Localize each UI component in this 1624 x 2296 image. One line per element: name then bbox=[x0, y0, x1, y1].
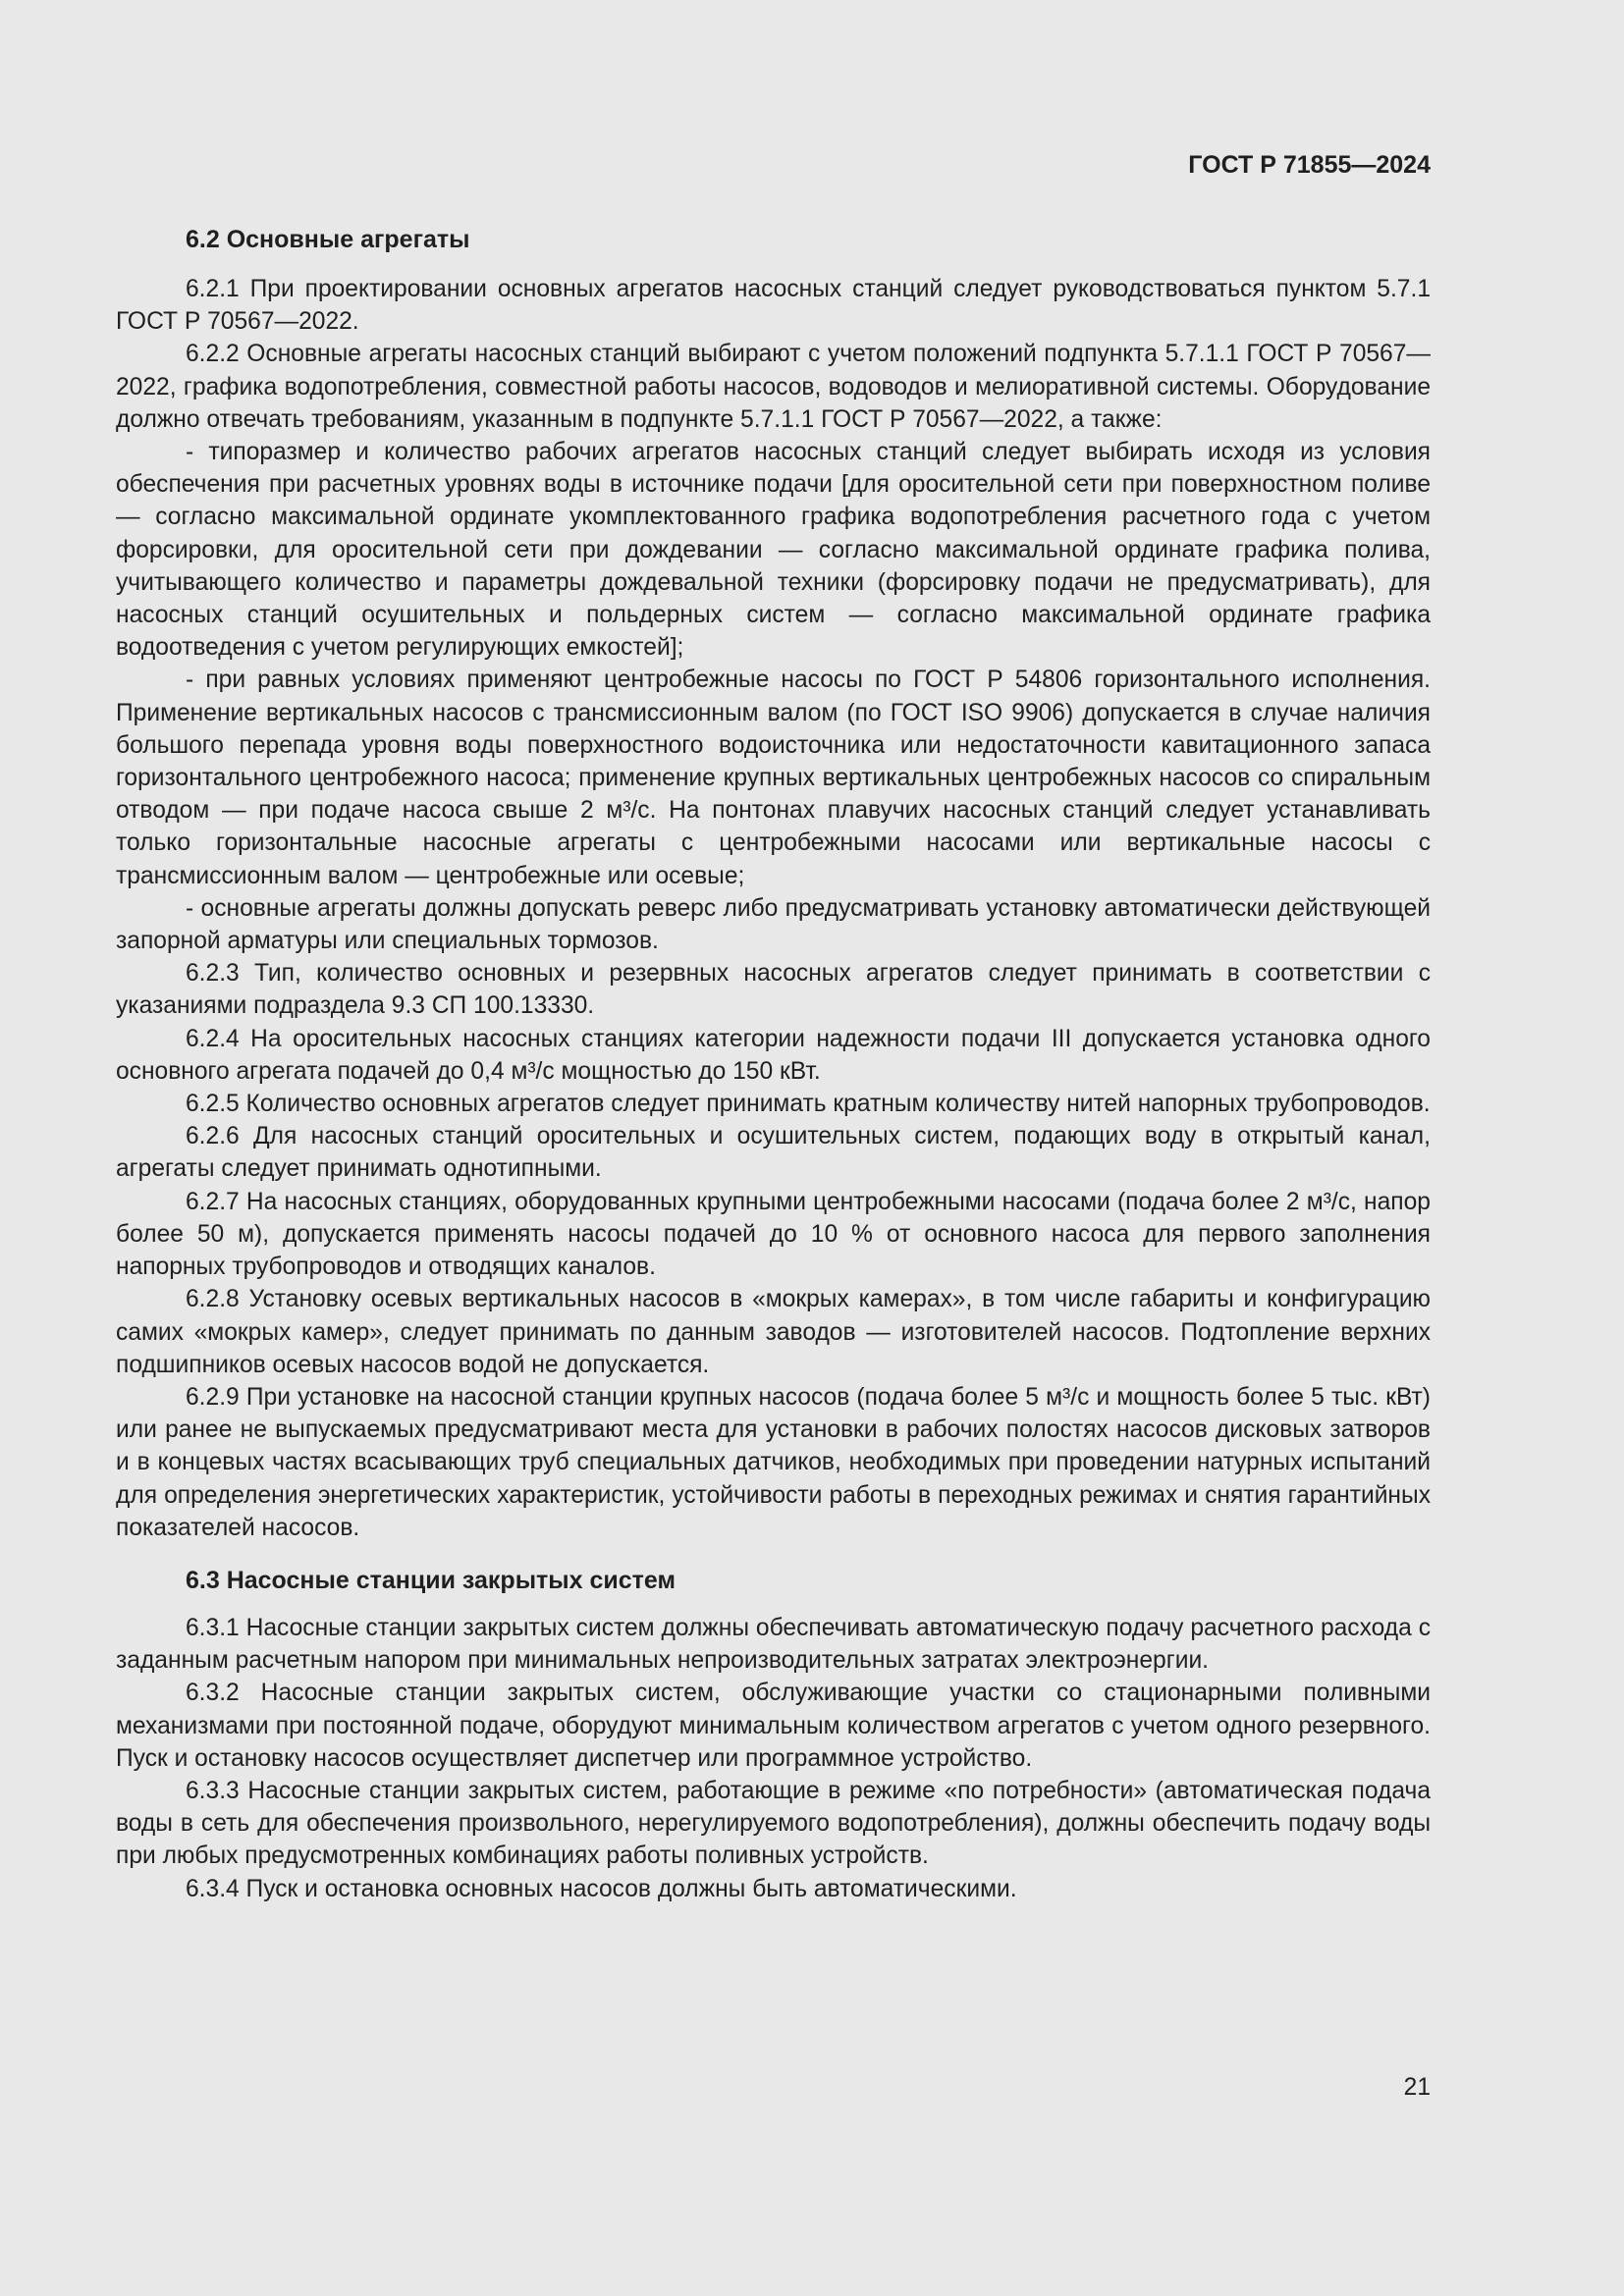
list-item-reverse: - основные агрегаты должны допускать реверс либо предусматривать установку автоматически действующей запорной арматуры или специальных тормозов. bbox=[116, 892, 1431, 957]
paragraph-6-3-1: 6.3.1 Насосные станции закрытых систем должны обеспечивать автоматическую подачу расчетного расхода с заданным расчетным напором при минимальных непроизводительных затратах электроэнергии. bbox=[116, 1614, 1431, 1675]
paragraph-6-2-9: 6.2.9 При установке на насосной станции крупных насосов (подача более 5 м³/с и мощность более 5 тыс. кВт) или ранее не выпускаемых предусматривают места для установки в рабочих полостях насосов дисковых затворов и в концевых частях всасывающих труб специальных датчиков, необходимых при проведении натурных испытаний для определения энергетических характеристик, устойчивости работы в переходных режимах и снятия гарантийных показателей насосов. bbox=[116, 1383, 1431, 1541]
section-heading-6-2: 6.2 Основные агрегаты bbox=[186, 226, 470, 253]
paragraph-6-3-4: 6.3.4 Пуск и остановка основных насосов должны быть автоматическими. bbox=[186, 1875, 1017, 1902]
document-code-header: ГОСТ Р 71855—2024 bbox=[1188, 151, 1431, 179]
paragraph-6-2-1: 6.2.1 При проектировании основных агрегатов насосных станций следует руководствоваться пунктом 5.7.1 ГОСТ Р 70567—2022. bbox=[116, 276, 1431, 336]
list-item-centrifugal-pumps: - при равных условиях применяют центробежные насосы по ГОСТ Р 54806 горизонтального исполнения. Применение вертикальных насосов с трансмиссионным валом (по ГОСТ ISO 9906) допускается в случае наличия большого перепада уровня воды поверхностного водоисточника или недостаточности кавитационного запаса горизонтального центробежного насоса; применение крупных вертикальных центробежных насосов со спиральным отводом — при подаче насоса свыше 2 м³/с. На понтонах плавучих насосных станций следует устанавливать только горизонтальные насосные агрегаты с центробежными насосами или вертикальные насосы с трансмиссионным валом — центробежные или осевые; bbox=[116, 664, 1431, 891]
paragraph-6-3-3: 6.3.3 Насосные станции закрытых систем, работающие в режиме «по потребности» (автоматическая подача воды в сеть для обеспечения произвольного, нерегулируемого водопотребления), должны обеспечить подачу воды при любых предусмотренных комбинациях работы поливных устройств. bbox=[116, 1777, 1431, 1870]
paragraph-6-2-6: 6.2.6 Для насосных станций оросительных и осушительных систем, подающих воду в открытый канал, агрегаты следует принимать однотипными. bbox=[116, 1123, 1431, 1183]
paragraph-6-2-4: 6.2.4 На оросительных насосных станциях категории надежности подачи III допускается установка одного основного агрегата подачей до 0,4 м³/с мощностью до 150 кВт. bbox=[116, 1025, 1431, 1085]
paragraph-6-3-2: 6.3.2 Насосные станции закрытых систем, обслуживающие участки со стационарными поливными механизмами при постоянной подаче, оборудуют минимальным количеством агрегатов с учетом одного резервного. Пуск и остановку насосов осуществляет диспетчер или программное устройство. bbox=[116, 1680, 1431, 1772]
document-body bbox=[116, 222, 1431, 1905]
section-heading-6-3: 6.3 Насосные станции закрытых систем bbox=[186, 1566, 676, 1594]
paragraph-6-2-5: 6.2.5 Количество основных агрегатов следует принимать кратным количеству нитей напорных трубопроводов. bbox=[186, 1091, 1431, 1118]
paragraph-6-2-7: 6.2.7 На насосных станциях, оборудованных крупными центробежными насосами (подача более 2 м³/с, напор более 50 м), допускается применять насосы подачей до 10 % от основного насоса для первого заполнения напорных трубопроводов и отводящих каналов. bbox=[116, 1188, 1431, 1281]
paragraph-6-2-3: 6.2.3 Тип, количество основных и резервных насосных агрегатов следует принимать в соответствии с указаниями подраздела 9.3 СП 100.13330. bbox=[116, 960, 1431, 1020]
list-item-pump-size: - типоразмер и количество рабочих агрегатов насосных станций следует выбирать исходя из условия обеспечения при расчетных уровнях воды в источнике подачи [для оросительной сети при поверхностном поливе — согласно максимальной ординате укомплектованного графика водопотребления расчетного года с учетом форсировки, для оросительной сети при дождевании — согласно максимальной ординате графика полива, учитывающего количество и параметры дождевальной техники (форсировку подачи не предусматривать), для насосных станций осушительных и польдерных систем — согласно максимальной ординате графика водоотведения с учетом регулирующих емкостей]; bbox=[116, 436, 1431, 664]
paragraph-6-2-2: 6.2.2 Основные агрегаты насосных станций выбирают с учетом положений подпункта 5.7.1.1 ГОСТ Р 70567—2022, графика водопотребления, совместной работы насосов, водоводов и мелиоративной системы. Оборудование должно отвечать требованиям, указанным в подпункте 5.7.1.1 ГОСТ Р 70567—2022, а также: bbox=[116, 341, 1431, 433]
paragraph-6-2-8: 6.2.8 Установку осевых вертикальных насосов в «мокрых камерах», в том числе габариты и конфигурацию самих «мокрых камер», следует принимать по данным заводов — изготовителей насосов. Подтопление верхних подшипников осевых насосов водой не допускается. bbox=[116, 1286, 1431, 1378]
page-number: 21 bbox=[1403, 2074, 1431, 2101]
